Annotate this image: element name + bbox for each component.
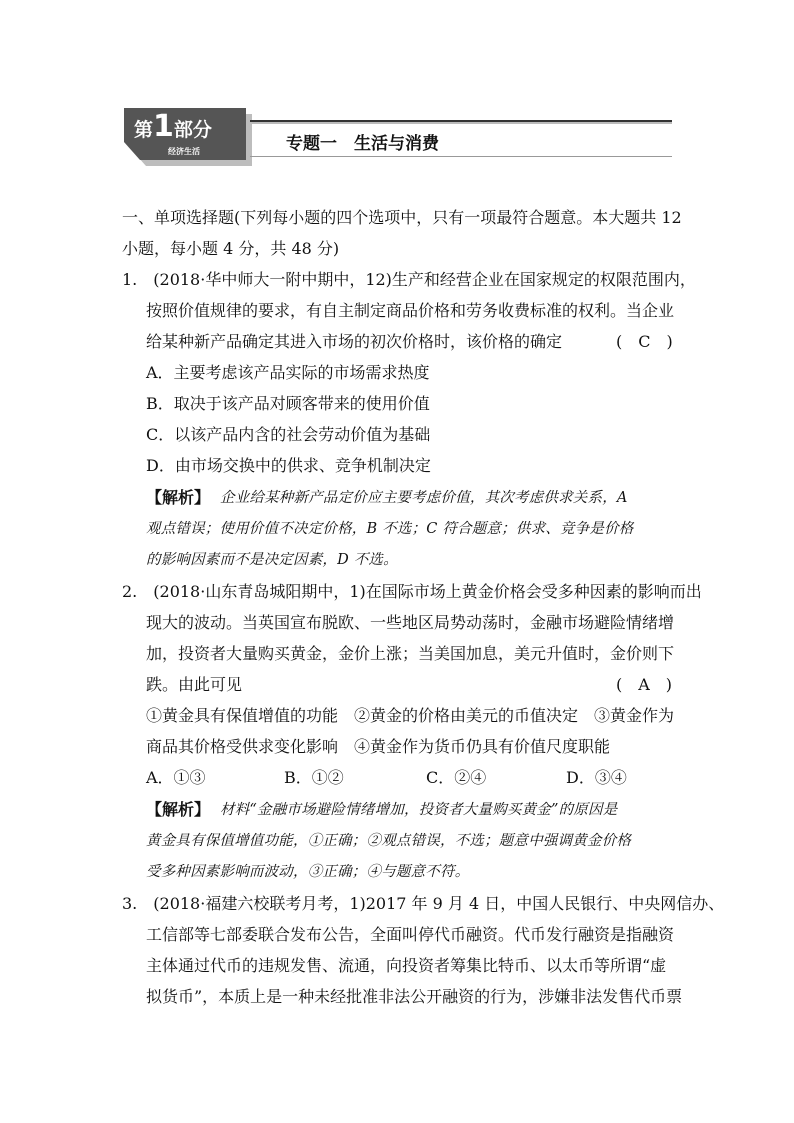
q1-stem-line2: 按照价值规律的要求，有自主制定商品价格和劳务收费标准的权利。当企业	[146, 301, 675, 320]
badge-bufen: 部分	[173, 119, 212, 141]
q2-option-c: C．②④	[426, 768, 487, 787]
q1-jiexi-line1: 企业给某种新产品定价应主要考虑价值，其次考虑供求关系，A	[220, 490, 628, 506]
header-rule-shadow	[252, 122, 672, 124]
q2-jiexi-line3: 受多种因素影响而波动，③正确；④与题意不符。	[146, 864, 470, 880]
q1-option-a: A．主要考虑该产品实际的市场需求热度	[146, 363, 430, 382]
q1-option-c: C．以该产品内含的社会劳动价值为基础	[146, 425, 431, 444]
badge-number: 1	[153, 109, 174, 144]
section-heading-line2: 小题，每小题 4 分，共 48 分)	[122, 239, 340, 258]
q2-statement-line2: 商品其价格受供求变化影响 ④黄金作为货币仍具有价值尺度职能	[146, 737, 611, 756]
badge-di: 第	[134, 119, 154, 141]
q1-jiexi-line2: 观点错误；使用价值不决定价格，B 不选；C 符合题意；供求、竞争是价格	[146, 521, 634, 537]
q2-jiexi-label: 【解析】	[146, 800, 211, 819]
q1-answer: ( C )	[616, 332, 673, 351]
topic-title: 专题一 生活与消费	[286, 134, 439, 154]
q1-option-d: D．由市场交换中的供求、竞争机制决定	[146, 456, 431, 475]
q2-answer: ( A )	[616, 675, 673, 694]
q2-stem-line1: 2. (2018·山东青岛城阳期中，1)在国际市场上黄金价格会受多种因素的影响而出	[122, 582, 702, 601]
section-heading-line1: 一、单项选择题(下列每小题的四个选项中，只有一项最符合题意。本大题共 12	[122, 208, 682, 227]
q3-stem-line1: 3. (2018·福建六校联考月考，1)2017 年 9 月 4 日，中国人民银行、中央网信办、	[122, 894, 725, 913]
q2-jiexi-line2: 黄金具有保值增值功能，①正确；②观点错误，不选；题意中强调黄金价格	[146, 833, 632, 849]
q3-stem-line4: 拟货币”，本质上是一种未经批准非法公开融资的行为，涉嫌非法发售代币票	[146, 987, 683, 1006]
q2-jiexi-line1: 材料“金融市场避险情绪增加，投资者大量购买黄金”的原因是	[220, 802, 618, 818]
q1-stem-line1: 1. (2018·华中师大一附中期中，12)生产和经营企业在国家规定的权限范围内，	[122, 270, 696, 289]
q2-option-d: D．③④	[566, 768, 627, 787]
q1-jiexi-line3: 的影响因素而不是决定因素，D 不选。	[146, 552, 398, 568]
q2-option-a: A．①③	[146, 768, 206, 787]
q3-stem-line2: 工信部等七部委联合发布公告，全面叫停代币融资。代币发行融资是指融资	[146, 925, 675, 944]
q2-stem-line4: 跌。由此可见	[146, 675, 243, 694]
q2-stem-line3: 加，投资者大量购买黄金，金价上涨；当美国加息，美元升值时，金价则下	[146, 644, 675, 663]
q3-stem-line3: 主体通过代币的违规发售、流通，向投资者筹集比特币、以太币等所谓“虚	[146, 956, 667, 975]
q1-option-b: B．取决于该产品对顾客带来的使用价值	[146, 394, 430, 413]
q1-stem-line3: 给某种新产品确定其进入市场的初次价格时，该价格的确定	[146, 332, 563, 351]
badge-subtitle: 经济生活	[168, 147, 200, 156]
q1-jiexi-label: 【解析】	[146, 488, 211, 507]
part-badge	[124, 108, 252, 166]
q2-stem-line2: 现大的波动。当英国宣布脱欧、一些地区局势动荡时，金融市场避险情绪增	[146, 613, 675, 632]
header-rule-bottom	[250, 156, 672, 157]
q2-statement-line1: ①黄金具有保值增值的功能 ②黄金的价格由美元的币值决定 ③黄金作为	[146, 706, 675, 725]
q2-option-b: B．①②	[284, 768, 344, 787]
